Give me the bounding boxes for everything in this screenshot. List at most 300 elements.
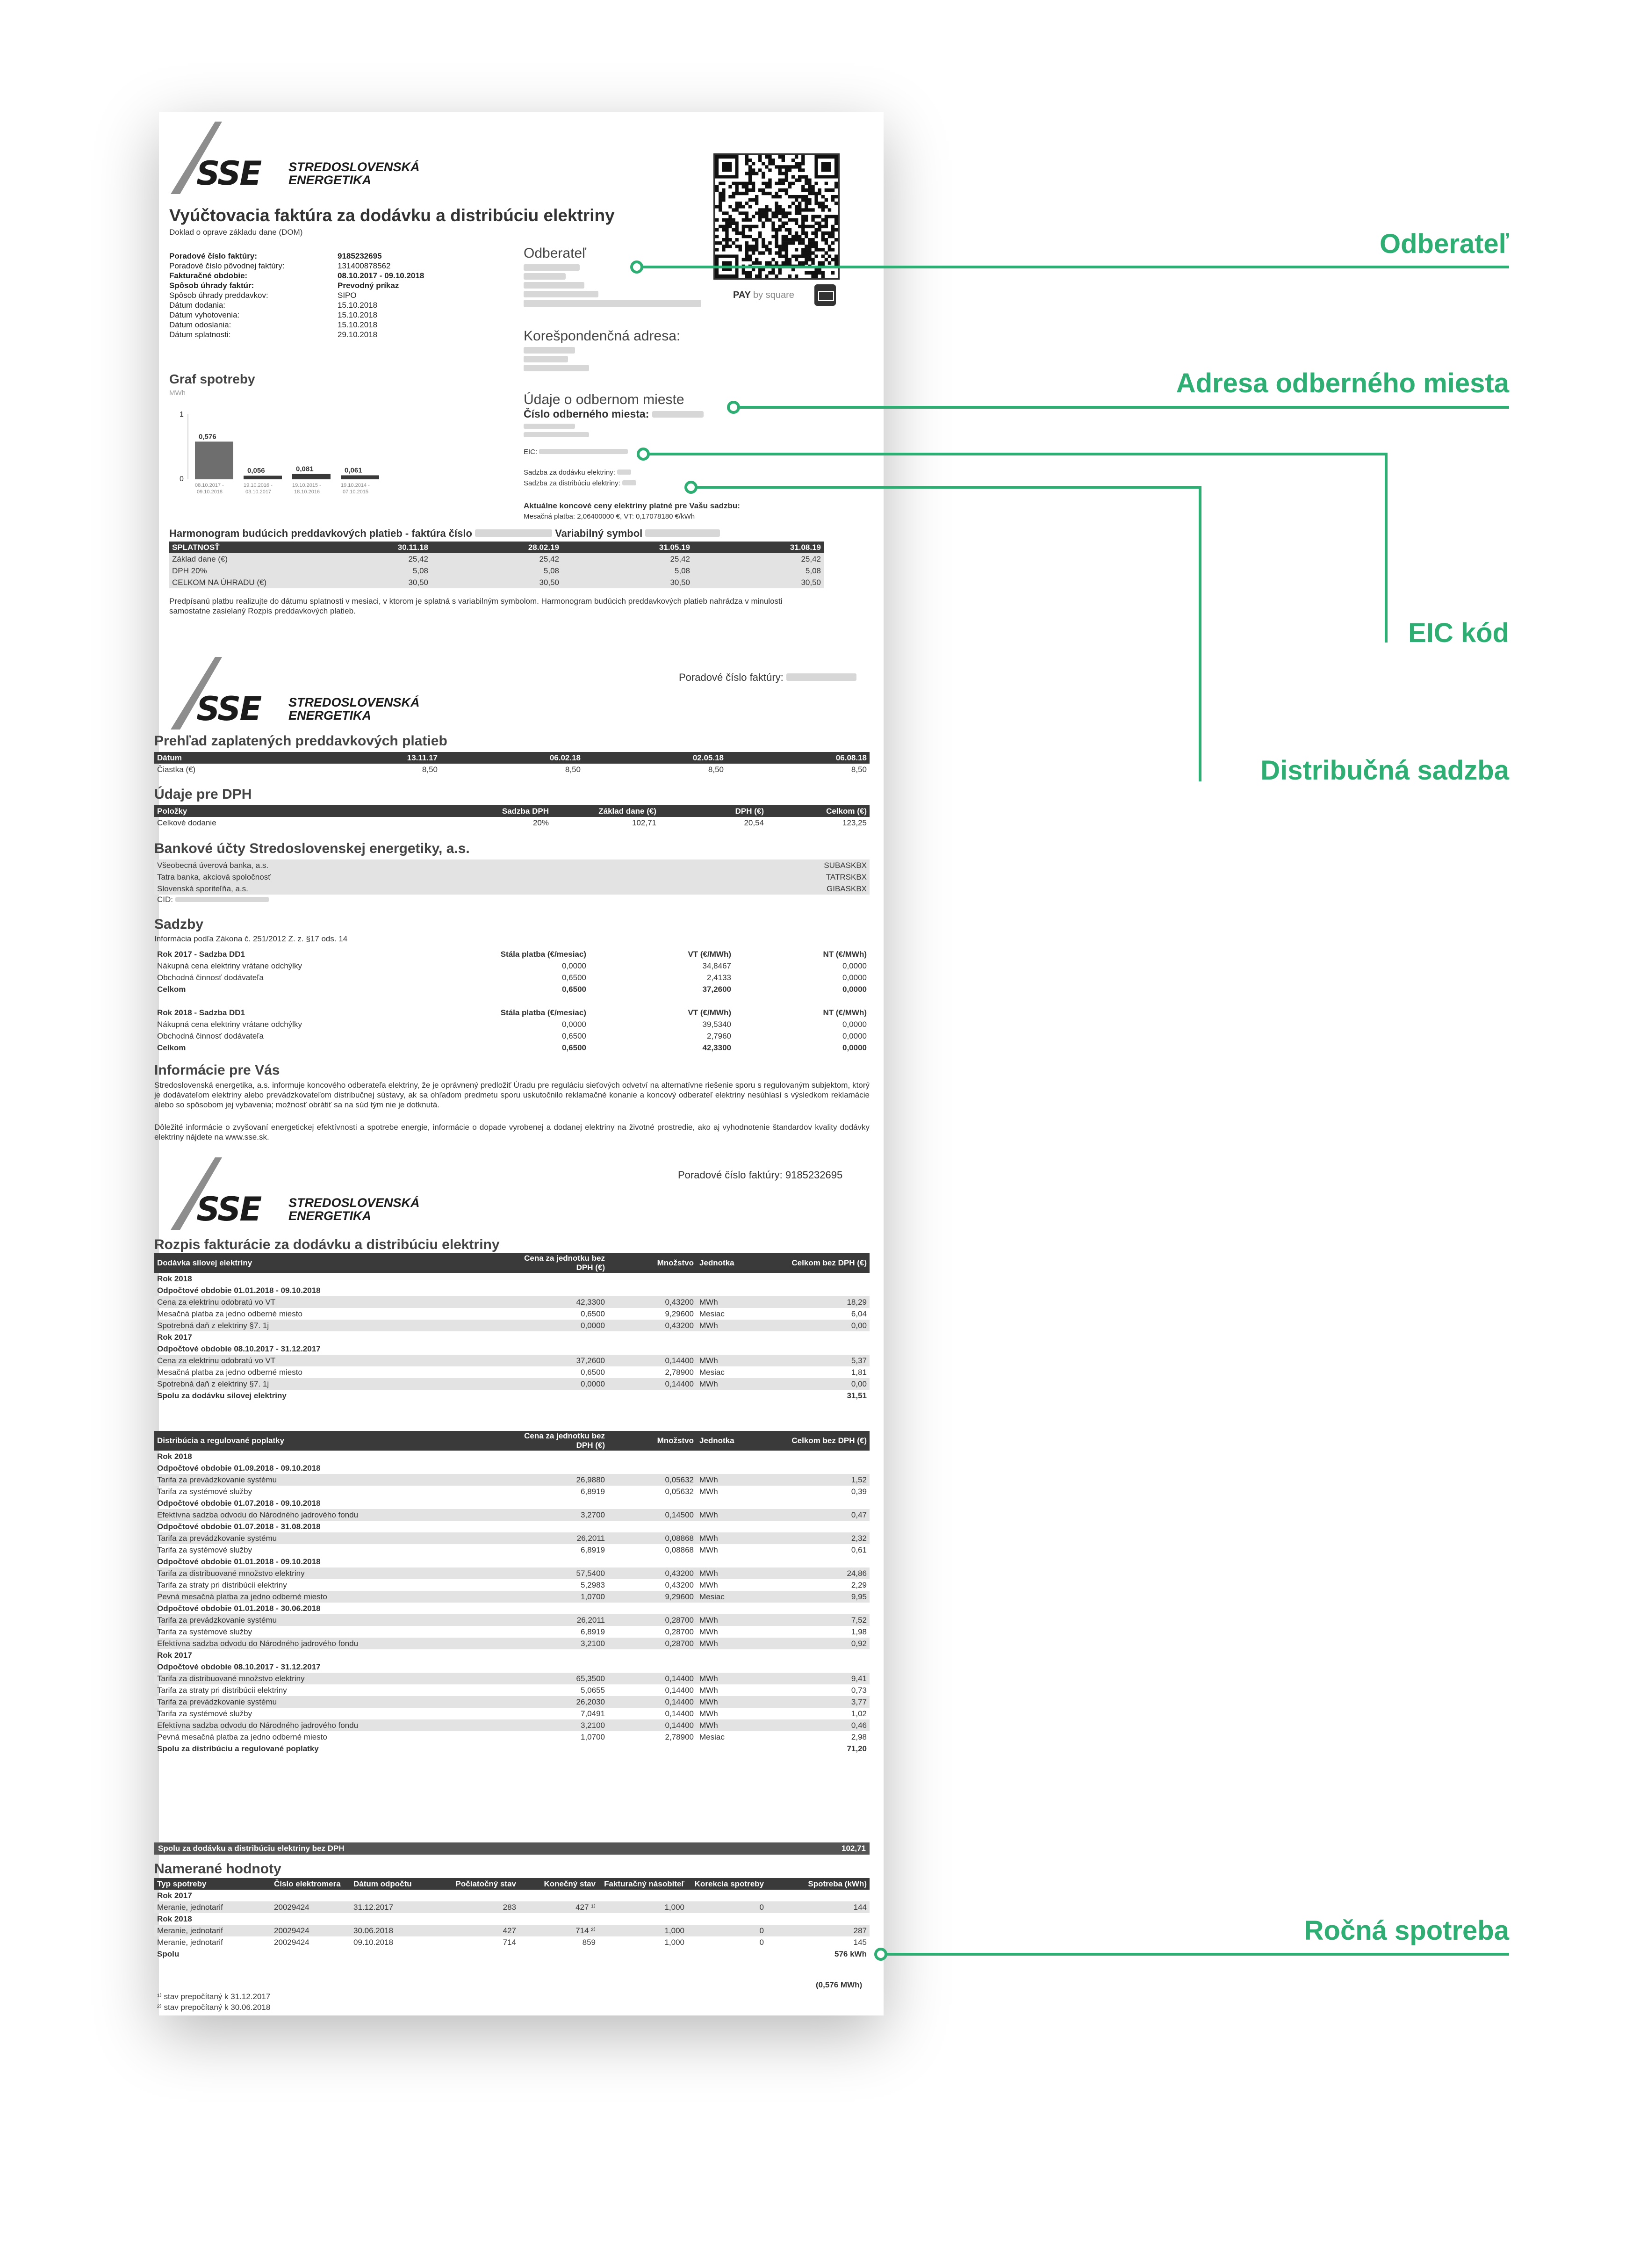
table-cell: MWh [699,1545,718,1554]
table-cell: 30,50 [431,577,562,588]
table-header-cell: Položky [154,805,444,817]
table-cell: 3,2700 [510,1509,608,1521]
table-cell [608,1462,697,1474]
chart-unit: MWh [169,389,186,397]
table-row [154,1355,870,1366]
table-cell [510,1603,608,1614]
table-cell: Pevná mesačná platba za jedno odberné miesto [157,1732,327,1741]
table-row [154,1890,870,1901]
table-row [154,1638,870,1649]
table-cell [697,1273,781,1285]
annotation-label: Adresa odberného miesta [1176,368,1509,398]
sadzby-heading: Sadzby [154,917,204,932]
table-row [154,1366,870,1378]
table-cell: 25,42 [431,553,562,565]
pay-word: PAY [733,290,751,300]
namerane-heading: Namerané hodnoty [154,1861,281,1877]
table-row [154,1486,870,1497]
table-cell: Tarifa za systémové služby [157,1709,252,1718]
table-cell: 0,14400 [608,1673,697,1684]
table-cell: MWh [697,1638,781,1649]
table-cell: Tarifa za distribuované množstvo elektriny [154,1673,510,1684]
table-cell [781,1331,870,1343]
table-cell: 2,29 [851,1580,867,1589]
table-cell: 0,28700 [665,1627,694,1636]
table-cell [444,995,589,1007]
table-cell: 714 [503,1937,516,1947]
table-row [154,764,870,775]
table-header-cell: Sadzba DPH [444,805,552,817]
y-tick-label: 1 [180,411,184,419]
table-cell [519,1913,598,1925]
table-cell: Nákupná cena elektriny vrátane odchýlky [157,1019,302,1029]
table-cell: Cena za elektrinu odobratú vo VT [154,1296,510,1308]
table-cell: 1,000 [598,1901,687,1913]
table-cell: 0,14400 [608,1355,697,1366]
invoice-field-value: 08.10.2017 - 09.10.2018 [338,271,424,280]
table-cell: Mesiac [699,1309,725,1318]
table-cell: Tarifa za prevádzkovanie systému [154,1614,510,1626]
table-cell: 9,29600 [665,1309,694,1318]
table-cell: MWh [697,1320,781,1331]
harmonogram-title [169,527,720,540]
table-cell: Stála platba (€/mesiac) [500,1008,586,1017]
table-cell [781,1603,870,1614]
table-cell [697,1521,781,1532]
dph-heading: Údaje pre DPH [154,787,252,802]
table-header-cell: Počiatočný stav [435,1878,519,1890]
table-cell: Spolu za dodávku silovej elektriny [157,1391,287,1400]
table-cell [781,1451,870,1462]
table-cell: MWh [697,1696,781,1708]
table-cell: 20029424 [274,1937,309,1947]
table-row [154,1390,870,1401]
table-cell: MWh [699,1685,718,1695]
table-cell: MWh [699,1580,718,1589]
table-row [154,1320,870,1331]
annotation-dot [684,481,698,494]
table-cell: 0,0000 [842,1043,867,1052]
table-cell: 0,46 [781,1719,870,1731]
table-cell [510,1743,608,1755]
page-3 [154,1155,884,2015]
sadzby-table [154,948,870,1054]
table-cell: Mesačná platba za jedno odberné miesto [157,1309,302,1318]
table-row [154,948,870,960]
table-row [154,1661,870,1673]
sadzba-distribucia-row [524,479,636,487]
chart-title: Graf spotreby [169,372,255,386]
consumption-chart [169,400,412,507]
table-cell: 0,61 [851,1545,867,1554]
table-cell [510,1649,608,1661]
table-cell [781,1556,870,1567]
table-row [154,1708,870,1719]
table-cell: 0,73 [851,1685,867,1695]
table-row [154,1544,870,1556]
table-cell [435,1890,519,1901]
pay-by-square-qr[interactable] [713,153,840,280]
table-cell: 34,8467 [702,961,731,970]
table-cell: 0,05632 [665,1487,694,1496]
table-cell [435,1913,519,1925]
table-cell: 2,78900 [665,1732,694,1741]
table-cell [781,1462,870,1474]
annotation-label: Odberateľ [1380,229,1509,259]
table-cell: Mesiac [699,1367,725,1377]
annotation-line [649,453,1388,455]
table-cell [697,1331,781,1343]
annotation-label: Ročná spotreba [1304,1915,1509,1946]
table-cell [271,1890,351,1901]
bar-value-label: 0,576 [199,433,216,441]
table-cell [781,1273,870,1285]
table-cell: Rok 2018 - Sadzba DD1 [157,1008,245,1017]
table-cell: 9,95 [781,1591,870,1603]
table-header-cell: Fakturačný násobiteľ [598,1878,687,1890]
spolu-mwh: (0,576 MWh) [816,1980,863,1989]
table-header-cell: Jednotka [697,1253,781,1273]
table-cell: 39,5340 [702,1019,731,1029]
spolu-label: Spolu za dodávku a distribúciu elektriny bez DPH [158,1844,345,1853]
table-cell: 0,6500 [562,1043,586,1052]
table-cell [598,1913,687,1925]
table-cell: 2,98 [851,1732,867,1741]
table-cell: 0 [687,1925,767,1936]
table-cell: 7,0491 [581,1709,605,1718]
table-cell: MWh [697,1532,781,1544]
table-row [154,1696,870,1708]
table-cell: 0,0000 [842,1031,867,1040]
invoice-field-label: Spôsob úhrady preddavkov: [169,291,268,300]
table-cell: 7,52 [781,1614,870,1626]
table-cell [687,1913,767,1925]
table-cell: 37,2600 [510,1355,608,1366]
table-cell: Rok 2018 [157,1452,192,1461]
table-header-cell: 31.05.19 [562,542,693,553]
table-cell: MWh [697,1567,781,1579]
table-cell: 8,50 [708,765,724,774]
table-cell: 0,6500 [562,984,586,994]
logo-name-line1: STREDOSLOVENSKÁ [288,160,420,174]
x-tick-label: 08.10.2017 - [195,483,224,488]
ceny-text: Mesačná platba: 2,06400000 €, VT: 0,17078180 €/kWh [524,513,695,520]
table-cell: Odpočtové obdobie 01.07.2018 - 09.10.2018 [157,1498,321,1508]
table-cell: Nákupná cena elektriny vrátane odchýlky [157,961,302,970]
table-header-cell: 28.02.19 [431,542,562,553]
logo-name-line2: ENERGETIKA [288,1209,372,1223]
table-cell: Tarifa za systémové služby [157,1627,252,1636]
table-cell: 0,92 [781,1638,870,1649]
bar-value-label: 0,061 [345,466,362,475]
table-row [169,553,824,565]
annotation-line [642,266,1509,268]
table-cell [608,1603,697,1614]
table-cell: Efektívna sadzba odvodu do Národného jadrového fondu [154,1509,510,1521]
table-cell: NT (€/MWh) [823,949,867,959]
table-header-cell: 13.11.17 [297,752,440,764]
table-cell: 0,0000 [842,973,867,982]
table-cell: 5,37 [781,1355,870,1366]
prehlad-table [154,752,870,775]
table-row [154,1007,870,1018]
table-cell: 0 [759,1937,764,1947]
table-cell: 0,0000 [510,1378,608,1390]
table-cell: 31.12.2017 [351,1901,435,1913]
table-cell: 0,14400 [608,1719,697,1731]
table-cell [697,1649,781,1661]
banky-table [154,860,870,895]
page-1 [159,112,884,627]
table-cell: 0,6500 [581,1367,605,1377]
table-cell: 30,50 [693,577,824,588]
table-header-cell: Celkom bez DPH (€) [781,1431,870,1451]
table-cell: 65,3500 [510,1673,608,1684]
table-cell: 37,2600 [702,984,731,994]
table-cell: 102,71 [632,818,656,827]
table-cell: 1,000 [664,1937,684,1947]
chart-bar [341,475,379,479]
table-cell: 0,43200 [608,1567,697,1579]
table-cell: Tarifa za prevádzkovanie systému [154,1532,510,1544]
table-cell: 6,8919 [581,1487,605,1496]
logo-name-line1: STREDOSLOVENSKÁ [288,695,420,709]
table-cell: 0,39 [851,1487,867,1496]
table-row [154,883,870,895]
invoice-field-label: Poradové číslo faktúry: [169,252,258,260]
table-row [154,1521,870,1532]
table-cell: 0,6500 [562,973,586,982]
table-row [154,960,870,972]
table-cell: Pevná mesačná platba za jedno odberné miesto [154,1591,510,1603]
table-cell: Slovenská sporiteľňa, a.s. [154,883,729,895]
table-row [154,983,870,995]
table-cell [589,995,734,1007]
table-header-cell: 02.05.18 [583,752,726,764]
table-cell: 0,14400 [665,1709,694,1718]
table-cell: 427 ¹⁾ [519,1901,598,1913]
table-row [154,1567,870,1579]
poradove-cislo: Poradové číslo faktúry: 9185232695 [678,1169,843,1181]
logo-mark: SSE [196,154,261,193]
table-cell [697,1556,781,1567]
x-tick-label: 19.10.2014 - [341,483,370,488]
table-header-cell: Množstvo [608,1431,697,1451]
table-cell: Mesiac [697,1591,781,1603]
annotation-label: EIC kód [1408,618,1509,648]
table-cell: 26,9880 [510,1474,608,1486]
footnote-2: ²⁾ stav prepočítaný k 30.06.2018 [157,2003,271,2012]
table-row [154,1273,870,1285]
table-cell: 30.06.2018 [351,1925,435,1936]
table-cell: 0,00 [781,1378,870,1390]
harmonogram-note: Predpísanú platbu realizujte do dátumu splatnosti v mesiaci, v ktorom je splatná s variabilným symbolom. Harmonogram budúcich preddavkových platieb nahrádza v minulosti samostatne zasielaný Rozpis preddavkových platieb. [169,597,783,615]
sse-logo [171,655,432,730]
table-row [154,1556,870,1567]
table-row [154,1649,870,1661]
table-cell: 145 [853,1937,867,1947]
table-row [154,1474,870,1486]
table-cell [687,1948,767,1960]
table-cell: 283 [435,1901,519,1913]
annotation-dot [630,260,643,274]
x-tick-label: 19.10.2015 - [292,483,321,488]
table-cell: 26,2011 [510,1614,608,1626]
table-cell: MWh [697,1673,781,1684]
table-cell: Tarifa za straty pri distribúcii elektriny [157,1580,287,1589]
korespondencna-redacted [524,347,589,374]
sadzba-distribucia-label: Sadzba za distribúciu elektriny: [524,479,620,487]
table-row [154,1743,870,1755]
table-cell: 20029424 [271,1901,351,1913]
table-cell: 576 kWh [834,1949,867,1958]
table-row [154,1901,870,1913]
table-cell: NT (€/MWh) [823,1008,867,1017]
table-cell: 25,42 [562,553,693,565]
table-row [154,1451,870,1462]
table-cell: VT (€/MWh) [688,949,731,959]
table-cell: 71,20 [847,1744,867,1753]
table-cell [608,1649,697,1661]
invoice-field-label: Fakturačné obdobie: [169,271,248,280]
chart-svg [169,400,412,507]
table-cell: 0,43200 [608,1320,697,1331]
invoice-field-label: Spôsob úhrady faktúr: [169,281,254,290]
invoice-field-value: 131400878562 [338,261,391,270]
table-row [154,1591,870,1603]
table-cell: 859 [582,1937,596,1947]
table-header-row [154,1878,870,1890]
table-cell: MWh [697,1355,781,1366]
table-cell: 2,4133 [707,973,731,982]
poradove-label: Poradové číslo faktúry: [679,672,784,683]
invoice-field-value: Prevodný príkaz [338,281,399,290]
dph-table [154,805,870,829]
invoice-field-label: Dátum odoslania: [169,320,231,329]
sadzby-info: Informácia podľa Zákona č. 251/2012 Z. z. §17 ods. 14 [154,934,348,943]
chart-bar [195,441,233,479]
table-cell [510,1462,608,1474]
table-cell: 5,0655 [581,1685,605,1695]
table-cell [781,1521,870,1532]
table-cell: Efektívna sadzba odvodu do Národného jadrového fondu [154,1638,510,1649]
table-row [154,1296,870,1308]
table-cell: Čiastka (€) [157,765,196,774]
table-cell [608,1556,697,1567]
om-address-redacted [524,423,589,440]
table-header-cell: Typ spotreby [154,1878,271,1890]
table-cell: 0,05632 [608,1474,697,1486]
info-paragraph-1: Stredoslovenská energetika, a.s. informuje koncového odberateľa elektriny, že je oprávnený predložiť Úradu pre reguláciu sieťových odvetví na alternatívne riešenie sporu s regulovaným subjektom, ktorý je dodávateľom elektriny alebo prevádzkovateľom distribučnej sústavy, ak sa ohľadom predmetu sporu uskutočnilo reklamačné konanie a koncový odberateľ elektriny nesúhlasí s výsledkom reklamácie alebo so spôsobom jej vybavenia; možnosť obrátiť sa na súd tým nie je dotknutá. [154,1081,870,1109]
table-cell: Tarifa za systémové služby [157,1487,252,1496]
table-cell: 0,0000 [842,961,867,970]
table-cell: 0,28700 [608,1638,697,1649]
info-heading: Informácie pre Vás [154,1062,280,1078]
table-cell [608,1521,697,1532]
table-cell [697,1497,781,1509]
table-cell [608,1661,697,1673]
table-cell: 5,08 [562,565,693,577]
table-header-cell: Spotreba (kWh) [767,1878,870,1890]
pay-label [733,290,794,301]
table-header-cell: Konečný stav [519,1878,598,1890]
table-cell: 1,02 [851,1709,867,1718]
table-cell [519,1890,598,1901]
table-cell: 3,77 [781,1696,870,1708]
table-cell [608,1331,697,1343]
table-cell [510,1556,608,1567]
invoice-field-value: 9185232695 [338,252,382,260]
table-cell: MWh [697,1719,781,1731]
table-cell [271,1913,351,1925]
table-cell: 0,08868 [608,1532,697,1544]
table-cell [608,1273,697,1285]
table-cell: 0,14500 [608,1509,697,1521]
table-row [154,995,870,1007]
table-cell: 31,51 [847,1391,867,1400]
table-cell: 0,28700 [608,1614,697,1626]
x-tick-label: 09.10.2018 [197,489,223,495]
table-row [154,1030,870,1042]
table-cell: 1,98 [851,1627,867,1636]
table-cell: 5,08 [300,565,431,577]
table-row [154,1378,870,1390]
table-header-row [154,1431,870,1451]
table-header-cell: 31.08.19 [693,542,824,553]
table-cell: 427 [435,1925,519,1936]
table-cell [767,1913,870,1925]
table-cell: Tarifa za systémové služby [157,1545,252,1554]
table-row [154,1532,870,1544]
table-cell [351,1913,435,1925]
table-cell: Cena za elektrinu odobratú vo VT [154,1355,510,1366]
table-cell: MWh [697,1614,781,1626]
table-cell [697,1462,781,1474]
table-cell: 57,5400 [510,1567,608,1579]
table-row [154,1343,870,1355]
table-cell: SUBASKBX [729,860,870,871]
card-icon [814,284,836,306]
table-cell: Spolu za distribúciu a regulované poplatky [157,1744,319,1753]
table-header-cell: DPH (€) [659,805,767,817]
table-cell: 25,42 [693,553,824,565]
x-tick-label: 03.10.2017 [245,489,272,495]
table-cell: Obchodná činnosť dodávateľa [157,1031,264,1040]
table-cell: 20,54 [744,818,764,827]
logo-name-line2: ENERGETIKA [288,708,372,722]
invoice-field-label: Dátum vyhotovenia: [169,311,240,319]
x-tick-label: 07.10.2015 [343,489,369,495]
table-cell: 2,78900 [665,1367,694,1377]
ceny-title: Aktuálne koncové ceny elektriny platné pre Vašu sadzbu: [524,501,740,510]
table-cell: Efektívna sadzba odvodu do Národného jadrového fondu [154,1719,510,1731]
table-cell: 26,2030 [510,1696,608,1708]
table-cell: Tarifa za prevádzkovanie systému [154,1696,510,1708]
harmonogram-table [169,542,824,588]
table-cell: 5,2983 [581,1580,605,1589]
invoice-title: Vyúčtovacia faktúra za dodávku a distribúciu elektriny [169,206,615,225]
table-cell: 0,43200 [665,1580,694,1589]
cislo-om-label: Číslo odberného miesta: [524,408,649,420]
invoice-field-value: 29.10.2018 [338,330,378,339]
table-row [154,1719,870,1731]
table-cell: Spotrebná daň z elektriny §7. 1j [154,1320,510,1331]
table-row [154,1603,870,1614]
table-cell: 30,50 [300,577,431,588]
invoice-field-label: Dátum dodania: [169,301,226,310]
table-row [154,1913,870,1925]
table-cell: 0,0000 [842,984,867,994]
